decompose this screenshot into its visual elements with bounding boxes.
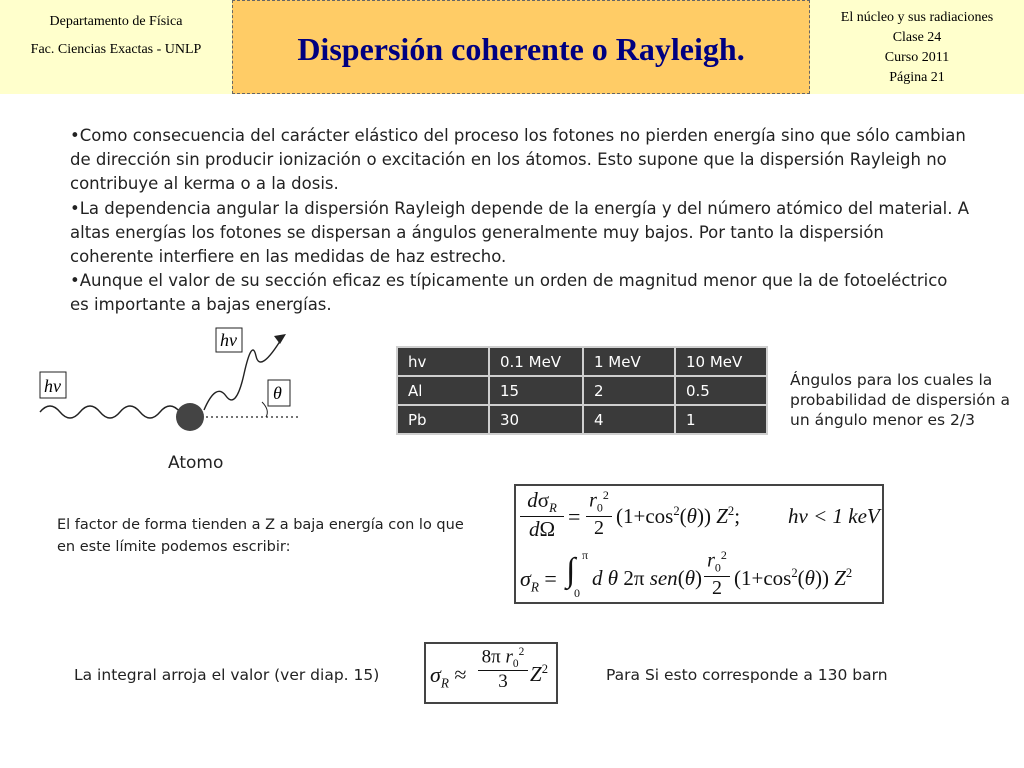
eight-pi-r0-over-3: 8π $r_0^2$ 3 — [478, 646, 528, 693]
form-factor-line: en este límite podemos escribir: — [57, 539, 291, 555]
department-label: Departamento de Física — [49, 14, 183, 29]
sigma-result-equation: $\sigma_R$ ≈ 8π $r_0^2$ 3 $Z^2$ — [424, 642, 558, 704]
class-number: Clase 24 — [892, 30, 942, 45]
table-cell: Pb — [397, 405, 489, 434]
r0-over-2: $r_0^2$ 2 — [704, 548, 730, 600]
header-right — [810, 0, 1024, 94]
header-left — [0, 0, 232, 94]
dsigma-domega: $d\sigma_R$ dΩ — [520, 488, 564, 542]
theta-label: θ — [273, 383, 282, 403]
atom-circle — [176, 403, 204, 431]
atom-label: Atomo — [168, 453, 224, 472]
course-year: Curso 2011 — [884, 50, 950, 65]
header-title-box — [232, 0, 810, 94]
integral-text: La integral arroja el valor (ver diap. 15) — [74, 666, 380, 684]
table-row — [397, 405, 767, 434]
scattering-diagram — [30, 322, 300, 472]
silicon-result-text: Para Si esto corresponde a 130 barn — [606, 666, 888, 684]
table-cell: Al — [397, 376, 489, 405]
table-cell: 1 — [675, 405, 767, 434]
table-caption: Ángulos para los cuales la probabilidad de dispersión a un ángulo menor es 2/3 — [790, 371, 1010, 429]
table-cell: 2 — [583, 376, 675, 405]
angles-table — [396, 346, 768, 435]
faculty-label: Fac. Ciencias Exactas - UNLP — [30, 42, 202, 57]
table-row — [397, 347, 767, 376]
table-cell: hv — [397, 347, 489, 376]
table-cell: 15 — [489, 376, 583, 405]
scattered-hv-label: hν — [220, 330, 237, 350]
table-cell: 10 MeV — [675, 347, 767, 376]
cross-section-equations: $d\sigma_R$ dΩ = $r_0^2$ 2 $(1+\cos^2(\theta))$ $Z^2$; hν < 1 keV $\sigma_R$ = ∫ π 0 d θ 2π sen(θ) $r_0^2$ 2 $(1+\cos^2(\theta))$ $Z^2$ — [514, 484, 884, 604]
table-cell: 1 MeV — [583, 347, 675, 376]
table-cell: 30 — [489, 405, 583, 434]
table-cell: 0.1 MeV — [489, 347, 583, 376]
bullet-item: •La dependencia angular la dispersión Rayleigh depende de la energía y del número atómico del material. A altas energías los fotones se dispersan a ángulos generalmente muy bajos. Por tanto la dispersión coherente interfiere en las medidas de haz estrecho. — [70, 198, 970, 267]
page-number: Página 21 — [889, 70, 945, 85]
angle-arc — [262, 402, 267, 417]
bullet-item: •Como consecuencia del carácter elástico del proceso los fotones no pierden energía sino que sólo cambian de dirección sin producir ionización o excitación en los átomos. Esto supone que la dispersión Rayleigh no contribuye al kerma o a la dosis. — [70, 126, 966, 194]
slide-title: Dispersión coherente o Rayleigh. — [297, 31, 745, 67]
incident-hv-label: hν — [44, 376, 61, 396]
table-row — [397, 376, 767, 405]
course-name: El núcleo y sus radiaciones — [840, 10, 994, 25]
r0-over-2: $r_0^2$ 2 — [586, 488, 612, 540]
bullet-item: •Aunque el valor de su sección eficaz es típicamente un orden de magnitud menor que la de fotoeléctrico es importante a bajas energías. — [70, 271, 948, 315]
bullet-list — [70, 124, 970, 318]
energy-condition: hν < 1 keV — [788, 504, 880, 528]
arrow-head — [274, 334, 286, 344]
form-factor-line: El factor de forma tienden a Z a baja energía con lo que — [57, 517, 464, 533]
form-factor-text — [57, 514, 464, 558]
table-cell: 4 — [583, 405, 675, 434]
sen-function: sen — [649, 566, 678, 590]
table-cell: 0.5 — [675, 376, 767, 405]
incident-wave — [40, 406, 180, 418]
